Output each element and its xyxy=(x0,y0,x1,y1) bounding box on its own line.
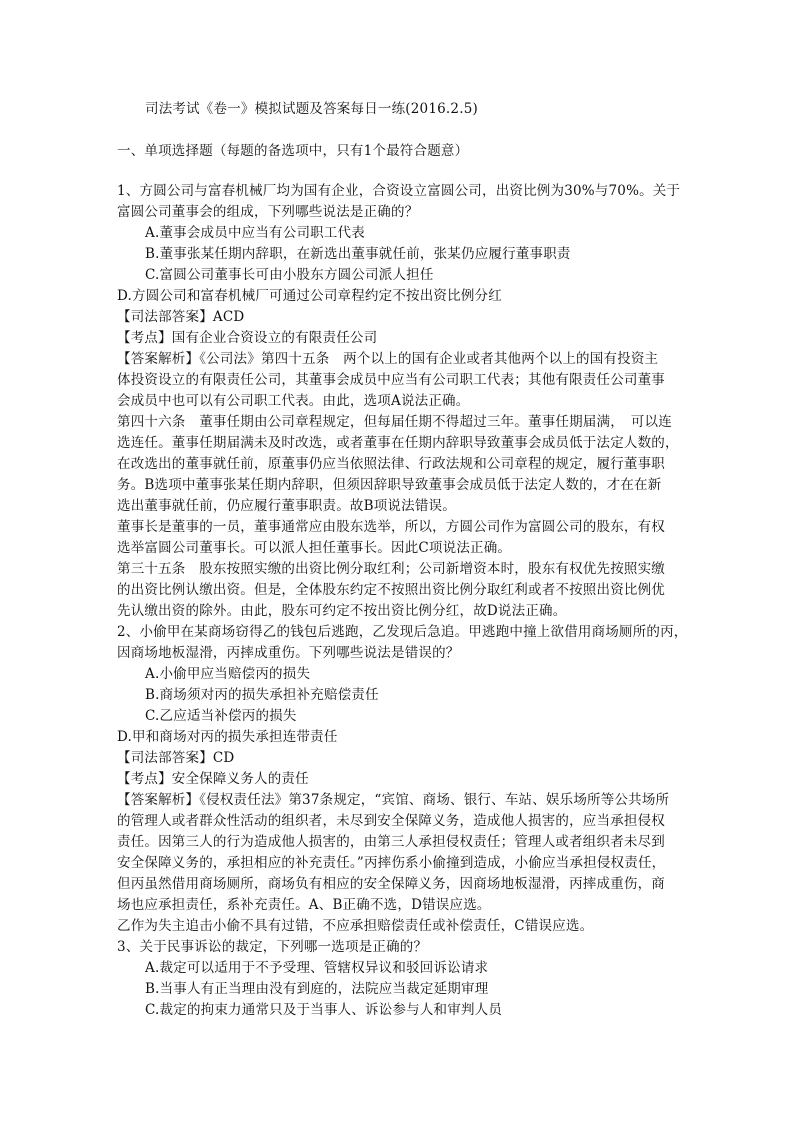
question-1-analysis-line: 体投资设立的有限责任公司，其董事会成员中应当有公司职工代表；其他有限责任公司董事 xyxy=(117,372,665,388)
question-3-option-c: C.裁定的拘束力通常只及于当事人、诉讼参与人和审判人员 xyxy=(145,1002,503,1018)
question-1-analysis-line: 董事长是董事的一员，董事通常应由股东选举，所以，方圆公司作为富圆公司的股东，有权 xyxy=(117,519,665,535)
question-2-analysis-line: 场也应承担责任，系补充责任。A、B正确不选，D错误应选。 xyxy=(117,897,491,913)
question-2-stem-line: 因商场地板湿滑，丙摔成重伤。下列哪些说法是错误的？ xyxy=(117,645,460,661)
question-1-analysis-line: 务。B选项中董事张某任期内辞职，但须因辞职导致董事会成员低于法定人数的，才在在新 xyxy=(117,477,662,493)
question-2-analysis-line: 安全保障义务的，承担相应的补充责任。”丙摔伤系小偷撞到造成，小偷应当承担侵权责任， xyxy=(117,855,666,871)
question-1-analysis-line: 选举富圆公司董事长。可以派人担任董事长。因此C项说法正确。 xyxy=(117,540,512,556)
question-3-option-a: A.裁定可以适用于不予受理、管辖权异议和驳回诉讼请求 xyxy=(145,960,489,976)
question-1-analysis-line: 【答案解析】《公司法》第四十五条 两个以上的国有企业或者其他两个以上的国有投资主 xyxy=(117,351,659,367)
question-1-analysis-line: 第四十六条 董事任期由公司章程规定，但每届任期不得超过三年。董事任期届满， 可以连 xyxy=(117,414,672,430)
question-2-analysis-line: 乙作为失主追击小偷不具有过错，不应承担赔偿责任或补偿责任，C错误应选。 xyxy=(117,918,594,934)
question-1-option-d: D.方圆公司和富春机械厂可通过公司章程约定不按出资比例分红 xyxy=(117,288,502,304)
question-1-analysis-line: 选连任。董事任期届满未及时改选，或者董事在任期内辞职导致董事会成员低于法定人数的， xyxy=(117,435,679,451)
question-1-analysis-line: 选出董事就任前，仍应履行董事职责。故B项说法错误。 xyxy=(117,498,456,514)
question-1-analysis-line: 的出资比例认缴出资。但是，全体股东约定不按照出资比例分取红利或者不按照出资比例优 xyxy=(117,582,665,598)
question-1-analysis-line: 在改选出的董事就任前，原董事仍应当依照法律、行政法规和公司章程的规定，履行董事职 xyxy=(117,456,665,472)
question-2-option-c: C.乙应适当补偿丙的损失 xyxy=(145,708,297,724)
question-2-option-d: D.甲和商场对丙的损失承担连带责任 xyxy=(117,729,338,745)
question-2-analysis-line: 责任。因第三人的行为造成他人损害的，由第三人承担侵权责任；管理人或者组织者未尽到 xyxy=(117,834,665,850)
question-1-stem-line: 1、方圆公司与富春机械厂均为国有企业，合资设立富圆公司，出资比例为30%与70%。关于 xyxy=(117,183,681,199)
question-2-analysis-line: 【答案解析】《侵权责任法》第37条规定，“宾馆、商场、银行、车站、娱乐场所等公共场所 xyxy=(117,792,670,808)
question-2-option-b: B.商场须对丙的损失承担补充赔偿责任 xyxy=(145,687,379,703)
question-1-analysis-line: 第三十五条 股东按照实缴的出资比例分取红利；公司新增资本时，股东有权优先按照实缴 xyxy=(117,561,665,577)
question-2-option-a: A.小偷甲应当赔偿丙的损失 xyxy=(145,666,311,682)
question-2-answer: 【司法部答案】CD xyxy=(117,750,235,766)
question-2-stem-line: 2、小偷甲在某商场窃得乙的钱包后逃跑，乙发现后急追。甲逃跑中撞上欲借用商场厕所的丙， xyxy=(117,624,688,640)
question-2-point: 【考点】安全保障义务人的责任 xyxy=(117,771,309,787)
question-1-analysis-line: 会成员中也可以有公司职工代表。由此，选项A说法正确。 xyxy=(117,393,470,409)
question-1-option-a: A.董事会成员中应当有公司职工代表 xyxy=(145,225,365,241)
question-1-option-c: C.富圆公司董事长可由小股东方圆公司派人担任 xyxy=(145,267,434,283)
question-1-stem-line: 富圆公司董事会的组成，下列哪些说法是正确的？ xyxy=(117,204,419,220)
question-1-answer: 【司法部答案】ACD xyxy=(117,309,245,325)
question-1-point: 【考点】国有企业合资设立的有限责任公司 xyxy=(117,330,378,346)
question-1-option-b: B.董事张某任期内辞职，在新选出董事就任前，张某仍应履行董事职责 xyxy=(145,246,571,262)
section-heading: 一、单项选择题（每题的备选项中，只有1个最符合题意） xyxy=(117,143,469,159)
question-2-analysis-line: 的管理人或者群众性活动的组织者，未尽到安全保障义务，造成他人损害的，应当承担侵权 xyxy=(117,813,665,829)
question-1-analysis-line: 先认缴出资的除外。由此，股东可约定不按出资比例分红，故D说法正确。 xyxy=(117,603,567,619)
question-2-analysis-line: 但丙虽然借用商场厕所，商场负有相应的安全保障义务，因商场地板湿滑，丙摔成重伤，商 xyxy=(117,876,665,892)
document-title: 司法考试《卷一》模拟试题及答案每日一练(2016.2.5) xyxy=(145,101,478,117)
question-3-stem-line: 3、关于民事诉讼的裁定，下列哪一选项是正确的？ xyxy=(117,939,428,955)
question-3-option-b: B.当事人有正当理由没有到庭的，法院应当裁定延期审理 xyxy=(145,981,489,997)
